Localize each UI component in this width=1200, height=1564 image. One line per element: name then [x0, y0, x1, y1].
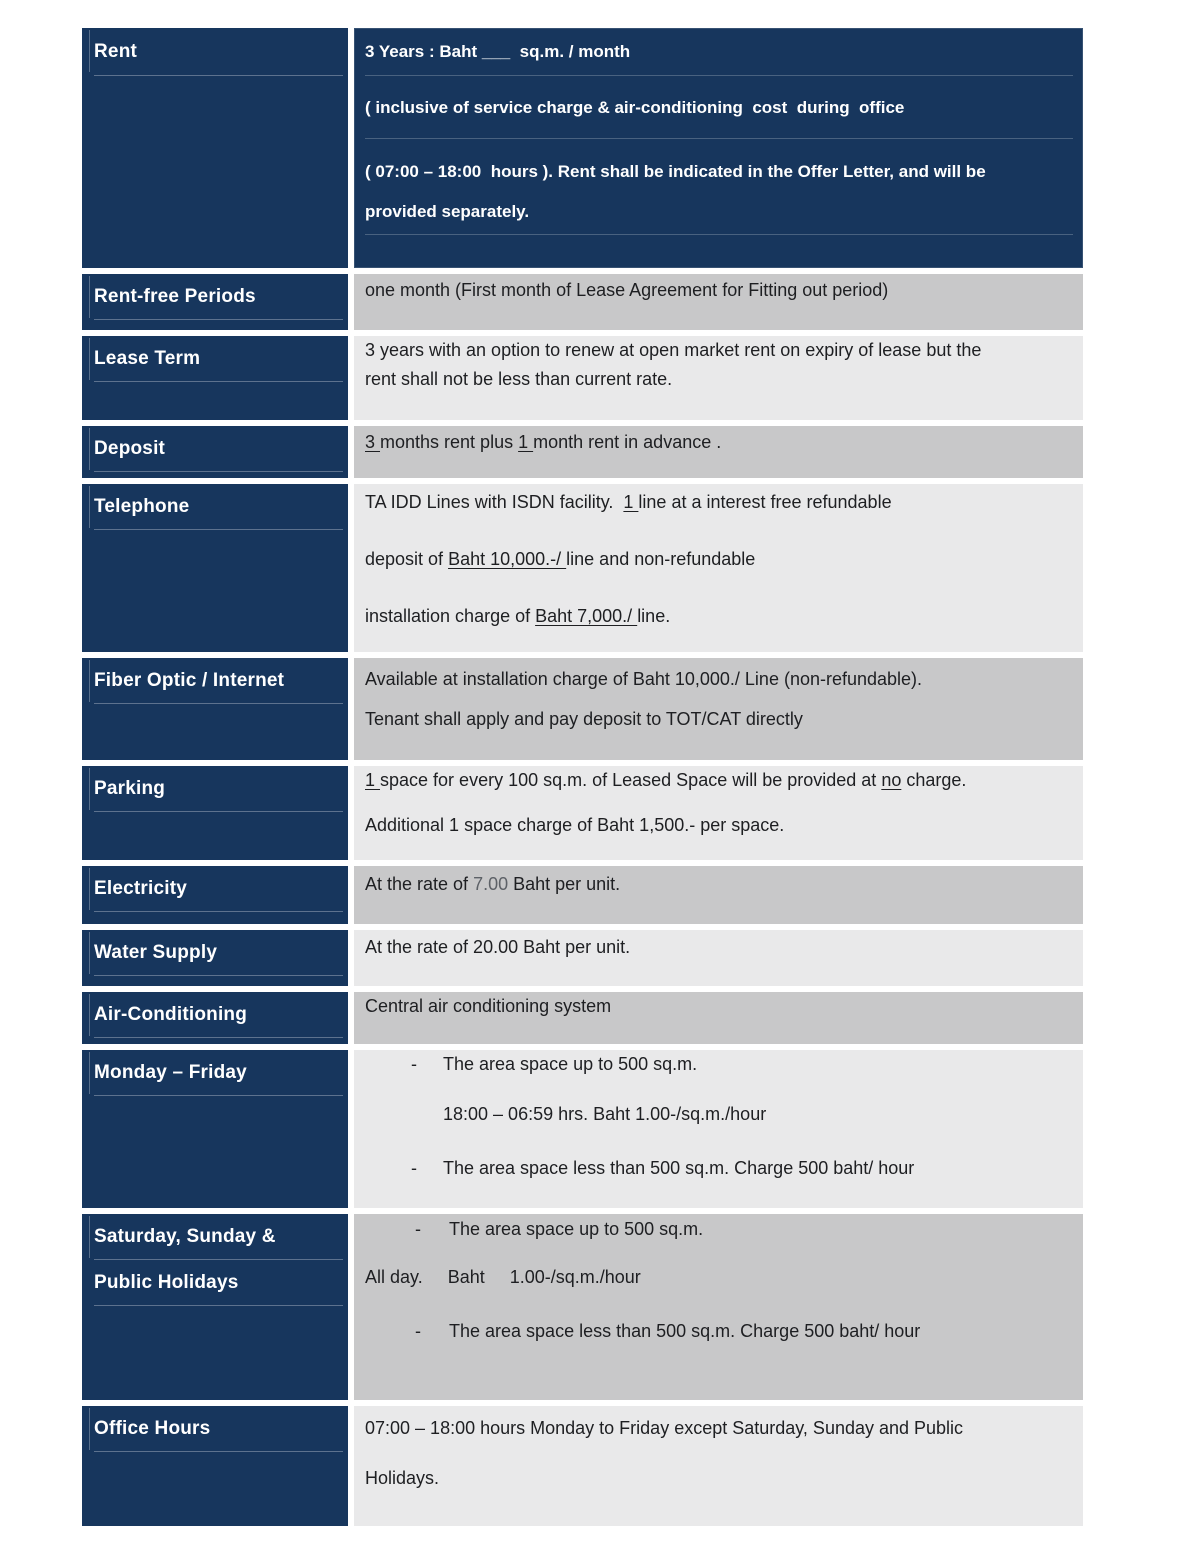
row-content-cell-water	[354, 930, 1083, 986]
text-segment: All day. Baht 1.00-/sq.m./hour	[365, 1267, 641, 1287]
row-label-line	[94, 1050, 343, 1096]
text-segment: Additional 1 space charge of Baht 1,500.- per space.	[365, 815, 785, 835]
row-label-text: Public Holidays	[94, 1271, 239, 1293]
table-row-water	[82, 930, 1083, 986]
text-segment: Baht per unit.	[508, 874, 621, 894]
row-content-cell-office	[354, 1406, 1083, 1526]
text-segment: TA IDD Lines with ISDN facility.	[365, 492, 624, 512]
row-label-text: Rent	[94, 40, 138, 62]
text-segment: 3 Years : Baht ___ sq.m. / month	[365, 42, 631, 61]
row-content-cell-deposit	[354, 426, 1083, 478]
row-label-text: Lease Term	[94, 347, 201, 369]
row-label-line	[94, 336, 343, 382]
table-row-rent	[82, 28, 1083, 268]
text-segment: At the rate of	[365, 874, 474, 894]
text-segment: provided separately.	[365, 201, 530, 221]
text-segment: Baht 7,000./	[535, 606, 638, 626]
paragraph	[365, 933, 1073, 962]
row-label-cell-monfri	[82, 1050, 348, 1208]
row-content-cell-satsun	[354, 1214, 1083, 1400]
row-label-text: Water Supply	[94, 941, 218, 963]
row-label-line	[94, 1260, 343, 1306]
text-segment: The area space less than 500 sq.m. Charge 500 baht/ hour	[449, 1321, 921, 1341]
row-label-cell-water	[82, 930, 348, 986]
text-segment: 3	[365, 432, 381, 452]
table-row-aircon	[82, 992, 1083, 1044]
text-segment: The area space less than 500 sq.m. Charge 500 baht/ hour	[443, 1158, 915, 1178]
row-content-cell-electricity	[354, 866, 1083, 924]
paragraph	[365, 1263, 1073, 1292]
row-label-text: Deposit	[94, 437, 166, 459]
row-label-line	[94, 992, 343, 1038]
table-row-parking	[82, 766, 1083, 860]
row-label-cell-satsun	[82, 1214, 348, 1400]
paragraph	[365, 139, 1073, 188]
row-label-line	[94, 1214, 343, 1260]
paragraph	[365, 665, 1073, 694]
text-segment: Baht 10,000.-/	[448, 549, 567, 569]
lease-terms-table	[82, 28, 1083, 1526]
paragraph	[365, 488, 1073, 517]
row-label-line	[94, 866, 343, 912]
row-label-text: Rent-free Periods	[94, 285, 256, 307]
table-row-monfri	[82, 1050, 1083, 1208]
row-label-cell-lease	[82, 336, 348, 420]
table-row-electricity	[82, 866, 1083, 924]
row-label-line	[94, 426, 343, 472]
paragraph	[365, 870, 1073, 899]
text-segment: Available at installation charge of Baht 10,000./ Line (non-refundable).	[365, 669, 923, 689]
row-content-cell-rent	[354, 28, 1083, 268]
text-segment: installation charge of	[365, 606, 536, 626]
text-segment: ( 07:00 – 18:00 hours ). Rent shall be indicated in the Offer Letter, and will be	[365, 162, 986, 181]
row-label-line	[94, 484, 343, 530]
paragraph	[365, 365, 1073, 394]
paragraph	[365, 276, 1073, 305]
row-content-cell-fiber	[354, 658, 1083, 760]
text-segment: 7.00	[473, 874, 509, 894]
text-segment: deposit of	[365, 549, 449, 569]
paragraph	[365, 1464, 1073, 1493]
text-segment: At the rate of 20.00 Baht per unit.	[365, 937, 631, 957]
paragraph	[365, 1100, 1073, 1129]
paragraph	[365, 705, 1073, 734]
text-segment: line and non-refundable	[566, 549, 756, 569]
row-label-line	[94, 1406, 343, 1452]
text-segment: line at a interest free refundable	[638, 492, 892, 512]
paragraph	[365, 766, 1073, 795]
row-label-cell-aircon	[82, 992, 348, 1044]
paragraph	[365, 428, 1073, 457]
text-segment: Central air conditioning system	[365, 996, 612, 1016]
table-row-satsun	[82, 1214, 1083, 1400]
row-label-line	[94, 274, 343, 320]
row-label-cell-fiber	[82, 658, 348, 760]
row-label-cell-office	[82, 1406, 348, 1526]
table-row-lease	[82, 336, 1083, 420]
text-segment: ( inclusive of service charge & air-conditioning cost during office	[365, 97, 905, 117]
paragraph	[365, 76, 1073, 139]
paragraph	[365, 28, 1073, 76]
text-segment: months rent plus	[380, 432, 519, 452]
row-label-cell-rentfree	[82, 274, 348, 330]
text-segment: month rent in advance .	[533, 432, 722, 452]
row-label-text: Fiber Optic / Internet	[94, 669, 285, 691]
paragraph	[365, 992, 1073, 1021]
row-label-text: Telephone	[94, 495, 190, 517]
text-segment: 3 years with an option to renew at open market rent on expiry of lease but the	[365, 340, 982, 360]
row-label-text: Saturday, Sunday &	[94, 1225, 276, 1247]
text-segment: line.	[637, 606, 671, 626]
paragraph	[365, 336, 1073, 365]
paragraph	[365, 811, 1073, 840]
row-label-cell-parking	[82, 766, 348, 860]
row-content-cell-telephone	[354, 484, 1083, 652]
paragraph	[365, 602, 1073, 631]
text-segment: Tenant shall apply and pay deposit to TOT/CAT directly	[365, 709, 803, 729]
row-label-line	[94, 930, 343, 976]
table-row-deposit	[82, 426, 1083, 478]
bullet-item	[365, 1215, 1073, 1244]
paragraph	[365, 1414, 1073, 1443]
text-segment: 18:00 – 06:59 hrs. Baht 1.00-/sq.m./hour	[443, 1104, 767, 1124]
text-segment: rent shall not be less than current rate.	[365, 369, 673, 389]
bullet-item	[365, 1317, 1073, 1346]
text-segment: The area space up to 500 sq.m.	[449, 1219, 704, 1239]
row-label-line	[94, 28, 343, 76]
text-segment: no	[881, 770, 902, 790]
table-row-fiber	[82, 658, 1083, 760]
row-label-text: Air-Conditioning	[94, 1003, 248, 1025]
row-label-cell-deposit	[82, 426, 348, 478]
row-label-cell-electricity	[82, 866, 348, 924]
table-row-office	[82, 1406, 1083, 1526]
text-segment: charge.	[901, 770, 967, 790]
text-segment: one month (First month of Lease Agreement for Fitting out period)	[365, 280, 889, 300]
text-segment: Holidays.	[365, 1468, 440, 1488]
paragraph	[365, 188, 1073, 235]
bullet-item	[365, 1154, 1073, 1183]
text-segment: space for every 100 sq.m. of Leased Space will be provided at	[380, 770, 882, 790]
row-label-line	[94, 658, 343, 704]
row-label-text: Electricity	[94, 877, 188, 899]
paragraph	[365, 545, 1073, 574]
text-segment: 1	[365, 770, 381, 790]
text-segment: 1	[518, 432, 534, 452]
row-label-text: Parking	[94, 777, 166, 799]
table-row-rentfree	[82, 274, 1083, 330]
row-content-cell-aircon	[354, 992, 1083, 1044]
row-content-cell-rentfree	[354, 274, 1083, 330]
row-label-cell-telephone	[82, 484, 348, 652]
row-content-cell-parking	[354, 766, 1083, 860]
table-row-telephone	[82, 484, 1083, 652]
bullet-item	[365, 1050, 1073, 1079]
row-label-cell-rent	[82, 28, 348, 268]
row-label-line	[94, 766, 343, 812]
row-content-cell-monfri	[354, 1050, 1083, 1208]
text-segment: 1	[623, 492, 639, 512]
row-content-cell-lease	[354, 336, 1083, 420]
row-label-text: Office Hours	[94, 1417, 211, 1439]
text-segment: 07:00 – 18:00 hours Monday to Friday except Saturday, Sunday and Public	[365, 1418, 964, 1438]
row-label-text: Monday – Friday	[94, 1061, 247, 1083]
text-segment: The area space up to 500 sq.m.	[443, 1054, 698, 1074]
